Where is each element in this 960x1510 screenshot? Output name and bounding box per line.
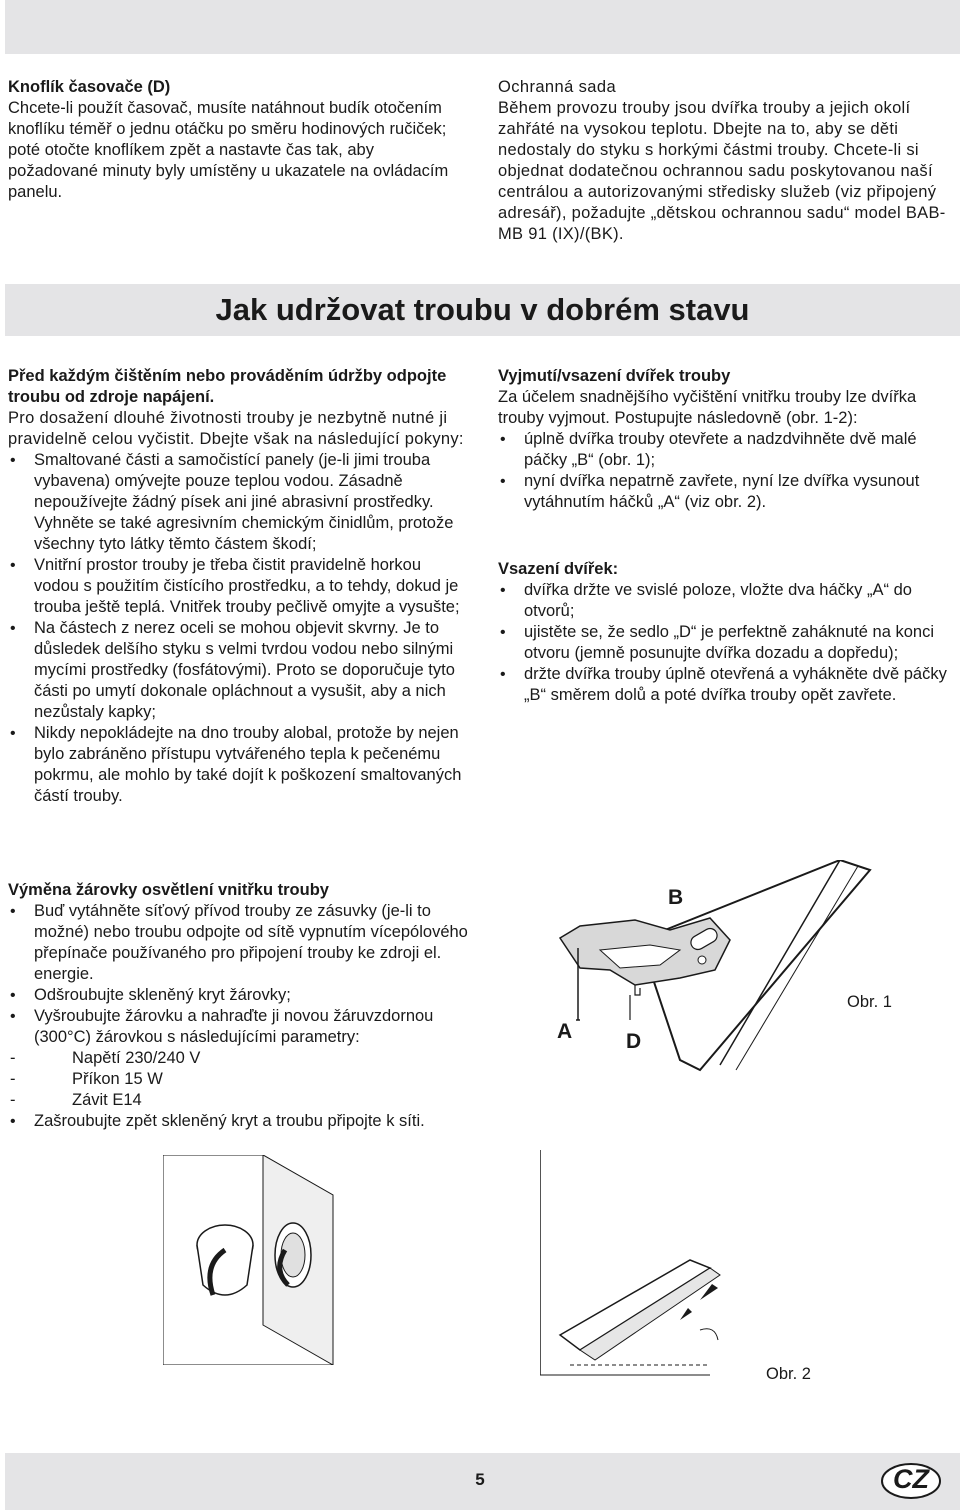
- list-item: • Odšroubujte skleněný kryt žárovky;: [8, 985, 478, 1006]
- bulb-list: [8, 901, 478, 1048]
- door-removal-intro: Za účelem snadnějšího vyčištění vnitřku trouby lze dvířka trouby vyjmout. Postupujte následovně (obr. 1-2):: [498, 388, 917, 427]
- list-item: • nyní dvířka nepatrně zavřete, nyní lze dvířka vysunout vytáhnutím háčků „A“ (viz obr. 2).: [498, 471, 956, 513]
- bulb-section: [8, 880, 478, 1132]
- bulb-params-list: [34, 1048, 478, 1111]
- section-banner: [5, 284, 960, 336]
- list-item: • Nikdy nepokládejte na dno trouby alobal, protože by nejen bylo zabráněno přístupu vytvářeného tepla k pečenému pokrmu, ale mohlo by také dojít k poškození smaltovaných částí trouby.: [8, 723, 466, 807]
- door-removal-section: [498, 366, 956, 513]
- figure-1-label-a: A: [557, 1020, 573, 1043]
- country-badge: CZ: [893, 1464, 929, 1494]
- list-item: • Vyšroubujte žárovku a nahraďte ji novou žáruvzdornou (300°C) žárovkou s následujícími parametry:: [8, 1006, 478, 1048]
- figure-1-caption: Obr. 1: [847, 993, 892, 1011]
- page-number: 5: [475, 1470, 485, 1489]
- door-removal-heading: Vyjmutí/vsazení dvířek trouby: [498, 367, 731, 385]
- list-item: • Buď vytáhněte síťový přívod trouby ze zásuvky (je-li to možné) nebo troubu odpojte od sítě vypnutím vícepólového přepínače používaného pro připojení trouby ke zdroji el. energie.: [8, 901, 478, 985]
- list-item: • držte dvířka trouby úplně otevřená a vyhákněte dvě páčky „B“ směrem dolů a poté dvířka trouby opět zavřete.: [498, 664, 956, 706]
- cleaning-intro: Pro dosažení dlouhé životnosti trouby je nezbytně nutné ji pravidelně celou vyčistit. Dbejte však na následující pokyny:: [8, 409, 464, 448]
- figure-1-label-b: B: [668, 886, 684, 909]
- param-item: - Napětí 230/240 V: [8, 1048, 478, 1069]
- cleaning-section: [8, 366, 466, 807]
- figure-2: [540, 1150, 960, 1400]
- safety-kit-section: [498, 77, 958, 245]
- param-item: - Příkon 15 W: [8, 1069, 478, 1090]
- banner-title: Jak udržovat troubu v dobrém stavu: [215, 292, 750, 327]
- safety-kit-heading: Ochranná sada: [498, 78, 617, 96]
- figure-1: [540, 860, 960, 1100]
- bulb-list-end: [8, 1111, 478, 1132]
- list-item: • Smaltované části a samočistící panely (je-li jimi trouba vybavena) omývejte pouze teplou vodou. Zásadně nepoužívejte žádný písek ani jiné abrasivní prostředky. Vyhněte se také agresivním chemickým činidlům, protože všechny tyto látky těmto částem škodí;: [8, 450, 466, 555]
- list-item: • dvířka držte ve svislé poloze, vložte dva háčky „A“ do otvorů;: [498, 580, 956, 622]
- door-insert-heading: Vsazení dvířek:: [498, 560, 619, 578]
- timer-heading: Knoflík časovače (D): [8, 78, 171, 96]
- param-item: - Závit E14: [8, 1090, 478, 1111]
- header-band: [5, 0, 960, 54]
- door-hinge-illustration: [540, 860, 960, 1100]
- figure-2-caption: Obr. 2: [766, 1365, 811, 1383]
- cleaning-list: [8, 450, 466, 807]
- door-removal-illustration: [540, 1150, 960, 1380]
- bulb-replacement-illustration: [163, 1155, 363, 1365]
- list-item: • úplně dvířka trouby otevřete a nadzdvihněte dvě malé páčky „B“ (obr. 1);: [498, 429, 956, 471]
- list-item: • Na částech z nerez oceli se mohou objevit skvrny. Je to důsledek delšího styku s velmi tvrdou vodou nebo silnými mycími prostředky (fosfátovými). Proto se doporučuje tyto části po umytí dokonale opláchnout a vysušit, aby a nich nezůstaly kapky;: [8, 618, 466, 723]
- door-removal-list: [498, 429, 956, 513]
- timer-text: Chcete-li použít časovač, musíte natáhnout budík otočením knoflíku téměř o jednu otáčku po směru hodinových ručiček; poté otočte knoflíkem zpět a nastavte čas tak, aby požadované minuty byly umístěny u ukazatele na ovládacím panelu.: [8, 99, 449, 201]
- bulb-figure: [163, 1155, 363, 1365]
- door-insert-section: [498, 559, 956, 706]
- list-item: • Zašroubujte zpět skleněný kryt a troubu připojte k síti.: [8, 1111, 478, 1132]
- bulb-heading: Výměna žárovky osvětlení vnitřku trouby: [8, 881, 329, 899]
- door-insert-list: [498, 580, 956, 706]
- list-item: • Vnitřní prostor trouby je třeba čistit pravidelně horkou vodou s použitím čistícího prostředku, a to tehdy, dokud je trouba ještě teplá. Vnitřek trouby pečlivě omyjte a vysušte;: [8, 555, 466, 618]
- timer-section: [8, 77, 463, 203]
- figure-1-label-d: D: [626, 1030, 642, 1053]
- safety-kit-text: Během provozu trouby jsou dvířka trouby a jejich okolí zahřáté na vysokou teplotu. Dbejte na to, aby se děti nedostaly do styku s horkými částmi trouby. Chcete-li si objednat dodatečnou ochrannou sadu poskytovanou naší centrálou a autorizovanými středisky služeb (viz připojený adresář), požadujte „dětskou ochrannou sadu“ model BAB-MB 91 (IX)/(BK).: [498, 99, 946, 243]
- list-item: • ujistěte se, že sedlo „D“ je perfektně zaháknuté na konci otvoru (jemně posunujte dvířka dozadu a dopředu);: [498, 622, 956, 664]
- cleaning-heading: Před každým čištěním nebo prováděním údržby odpojte troubu od zdroje napájení.: [8, 367, 447, 406]
